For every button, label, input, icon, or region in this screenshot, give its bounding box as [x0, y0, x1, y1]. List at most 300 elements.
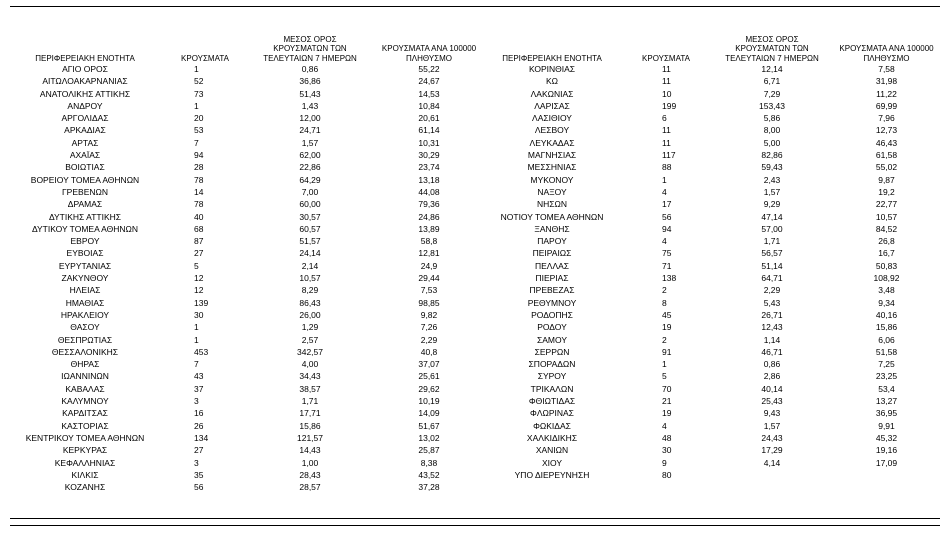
region-cell: ΚΕΡΚΥΡΑΣ: [62, 445, 108, 456]
cases-cell: 199: [662, 100, 677, 111]
region-cell: ΚΕΦΑΛΛΗΝΙΑΣ: [54, 457, 116, 468]
cases-cell: 11: [662, 64, 671, 74]
cases-cell: 53: [194, 125, 204, 136]
per100k-cell: 23,74: [418, 162, 440, 173]
per100k-cell: 7,26: [420, 322, 438, 333]
cases-cell: 56: [194, 482, 204, 493]
table-row: [488, 211, 945, 223]
avg7-cell: 64,71: [761, 273, 783, 284]
table-right-body: [488, 63, 945, 481]
table-row: [10, 223, 488, 235]
avg7-cell: 9,29: [763, 199, 781, 210]
avg7-cell: 17,29: [761, 445, 783, 456]
region-cell: ΗΛΕΙΑΣ: [69, 285, 101, 296]
header-cases: ΚΡΟΥΣΜΑΤΑ: [181, 53, 229, 63]
header-per100k: ΚΡΟΥΣΜΑΤΑ ΑΝΑ 100000 ΠΛΗΘΥΣΜΟ: [381, 44, 477, 63]
cases-cell: 43: [194, 371, 204, 382]
cases-cell: 4: [662, 420, 667, 431]
avg7-cell: 2,14: [301, 260, 319, 271]
table-row: [488, 149, 945, 161]
avg7-cell: 6,71: [763, 76, 781, 87]
cases-cell: 11: [662, 125, 671, 136]
table-row: [10, 161, 488, 173]
table-row: [10, 124, 488, 136]
cases-cell: 134: [194, 432, 209, 443]
avg7-cell: 1,71: [763, 236, 781, 247]
region-cell: ΔΥΤΙΚΟΥ ΤΟΜΕΑ ΑΘΗΝΩΝ: [31, 223, 139, 234]
top-rule: [10, 6, 940, 7]
cases-cell: 48: [662, 432, 672, 443]
region-cell: ΚΕΝΤΡΙΚΟΥ ΤΟΜΕΑ ΑΘΗΝΩΝ: [25, 432, 145, 443]
region-cell: ΗΡΑΚΛΕΙΟΥ: [60, 309, 110, 320]
avg7-cell: 30,57: [299, 211, 321, 222]
table-row: [488, 358, 945, 370]
avg7-cell: 25,43: [761, 396, 783, 407]
table-left-body: [10, 63, 488, 493]
cases-cell: 1: [662, 174, 667, 185]
cases-cell: 5: [662, 371, 667, 382]
avg7-cell: 1,57: [763, 420, 781, 431]
table-row: [488, 383, 945, 395]
table-row: [10, 432, 488, 444]
avg7-cell: 24,14: [299, 248, 321, 259]
table-row: [488, 174, 945, 186]
region-cell: ΚΑΡΔΙΤΣΑΣ: [62, 408, 108, 419]
avg7-cell: 59,43: [761, 162, 783, 173]
table-row: [488, 334, 945, 346]
region-cell: ΠΕΙΡΑΙΩΣ: [532, 248, 572, 259]
cases-cell: 6: [662, 113, 667, 124]
table-row: [10, 198, 488, 210]
avg7-cell: 51,43: [299, 88, 321, 99]
region-cell: ΤΡΙΚΑΛΩΝ: [530, 383, 574, 394]
region-cell: ΒΟΡΕΙΟΥ ΤΟΜΕΑ ΑΘΗΝΩΝ: [30, 174, 140, 185]
avg7-cell: 12,43: [761, 322, 783, 333]
avg7-cell: 64,29: [299, 174, 321, 185]
cases-cell: 40: [194, 211, 204, 222]
table-row: [488, 198, 945, 210]
per100k-cell: 6,06: [878, 334, 895, 345]
table-right-half: [488, 28, 945, 493]
table-row: [488, 137, 945, 149]
table-left-half: [10, 28, 488, 493]
cases-cell: 78: [194, 174, 204, 185]
per100k-cell: 25,61: [418, 371, 440, 382]
table-row: [488, 297, 945, 309]
per100k-cell: 108,92: [873, 273, 900, 284]
cases-cell: 73: [194, 88, 204, 99]
region-cell: ΞΑΝΘΗΣ: [534, 223, 570, 234]
table-row: [10, 260, 488, 272]
per100k-cell: 20,61: [418, 113, 440, 124]
table-row: [10, 383, 488, 395]
table-row: [488, 395, 945, 407]
per100k-cell: 26,8: [878, 236, 895, 247]
table-row: [10, 481, 488, 493]
cases-cell: 94: [194, 150, 204, 161]
region-cell: ΦΩΚΙΔΑΣ: [533, 420, 571, 431]
region-cell: ΧΑΛΚΙΔΙΚΗΣ: [526, 432, 578, 443]
region-cell: ΑΓΙΟ ΟΡΟΣ: [62, 64, 108, 74]
cases-cell: 88: [662, 162, 672, 173]
cases-cell: 7: [194, 137, 199, 148]
table-row: [488, 370, 945, 382]
cases-cell: 27: [194, 445, 204, 456]
cases-cell: 68: [194, 223, 204, 234]
avg7-cell: 22,86: [299, 162, 321, 173]
per100k-cell: 37,28: [418, 482, 440, 493]
avg7-cell: 34,43: [299, 371, 321, 382]
cases-cell: 19: [662, 322, 672, 333]
region-cell: ΠΙΕΡΙΑΣ: [535, 273, 569, 284]
table-row: [10, 63, 488, 75]
per100k-cell: 2,29: [420, 334, 438, 345]
avg7-cell: 57,00: [761, 223, 783, 234]
per100k-cell: 30,29: [418, 150, 440, 161]
header-region: ΠΕΡΙΦΕΡΕΙΑΚΗ ΕΝΟΤΗΤΑ: [502, 53, 602, 63]
per100k-cell: 12,73: [875, 125, 898, 136]
table-row: [488, 444, 945, 456]
region-cell: ΑΡΓΟΛΙΔΑΣ: [61, 113, 109, 124]
region-cell: ΣΑΜΟΥ: [536, 334, 567, 345]
region-cell: ΡΟΔΟΠΗΣ: [531, 309, 573, 320]
region-cell: ΡΕΘΥΜΝΟΥ: [527, 297, 577, 308]
table-row: [488, 321, 945, 333]
per100k-cell: 19,2: [878, 186, 895, 197]
table-row: [10, 137, 488, 149]
per100k-cell: 11,22: [876, 88, 897, 99]
table-row: [10, 334, 488, 346]
table-row: [488, 100, 945, 112]
region-cell: ΕΥΒΟΙΑΣ: [66, 248, 104, 259]
table-row: [10, 407, 488, 419]
per100k-cell: 40,16: [875, 309, 898, 320]
per100k-cell: 53,4: [878, 383, 895, 394]
cases-cell: 56: [662, 211, 672, 222]
per100k-cell: 7,58: [878, 64, 895, 74]
region-cell: ΛΕΣΒΟΥ: [534, 125, 570, 136]
per100k-cell: 61,14: [418, 125, 440, 136]
per100k-cell: 9,82: [420, 309, 438, 320]
region-cell: ΙΩΑΝΝΙΝΩΝ: [61, 371, 109, 382]
per100k-cell: 24,86: [418, 211, 440, 222]
region-cell: ΘΗΡΑΣ: [70, 359, 100, 370]
avg7-cell: 4,14: [763, 457, 781, 468]
table-row: [488, 260, 945, 272]
cases-cell: 91: [662, 346, 672, 357]
region-cell: ΚΑΒΑΛΑΣ: [65, 383, 105, 394]
avg7-cell: 2,86: [763, 371, 781, 382]
table-row: [488, 457, 945, 469]
table-row: [488, 407, 945, 419]
cases-cell: 8: [662, 297, 667, 308]
cases-cell: 2: [662, 285, 667, 296]
table-row: [10, 186, 488, 198]
bottom-rule-2: [10, 525, 940, 526]
cases-cell: 27: [194, 248, 204, 259]
cases-cell: 4: [662, 236, 667, 247]
avg7-cell: 0,86: [763, 359, 781, 370]
avg7-cell: 40,14: [761, 383, 783, 394]
avg7-cell: 26,00: [299, 309, 321, 320]
region-cell: ΧΑΝΙΩΝ: [535, 445, 569, 456]
per100k-cell: 51,67: [418, 420, 440, 431]
table-row: [10, 174, 488, 186]
avg7-cell: 342,57: [297, 346, 323, 357]
per100k-cell: 69,99: [875, 100, 898, 111]
cases-cell: 94: [662, 223, 672, 234]
avg7-cell: 1,29: [301, 322, 319, 333]
region-cell: ΚΟΡΙΝΘΙΑΣ: [528, 64, 576, 74]
table-row: [488, 284, 945, 296]
cases-cell: 78: [194, 199, 204, 210]
per100k-cell: 58,8: [420, 236, 438, 247]
avg7-cell: 86,43: [299, 297, 321, 308]
region-cell: ΠΕΛΛΑΣ: [534, 260, 570, 271]
region-cell: ΛΕΥΚΑΔΑΣ: [529, 137, 575, 148]
per100k-cell: 9,34: [878, 297, 895, 308]
table-row: [488, 63, 945, 75]
per100k-cell: 61,58: [875, 150, 898, 161]
region-cell: ΦΛΩΡΙΝΑΣ: [530, 408, 574, 419]
region-cell: ΜΕΣΣΗΝΙΑΣ: [527, 162, 577, 173]
per100k-cell: 46,43: [875, 137, 898, 148]
region-cell: ΣΥΡΟΥ: [537, 371, 567, 382]
cases-cell: 37: [194, 383, 204, 394]
avg7-cell: 38,57: [299, 383, 321, 394]
avg7-cell: 12,00: [299, 113, 321, 124]
table-row: [488, 75, 945, 87]
avg7-cell: 17,71: [299, 408, 321, 419]
region-cell: ΜΑΓΝΗΣΙΑΣ: [527, 150, 577, 161]
avg7-cell: 2,29: [763, 285, 781, 296]
per100k-cell: 25,87: [418, 445, 440, 456]
avg7-cell: 62,00: [299, 150, 321, 161]
avg7-cell: 5,43: [763, 297, 781, 308]
region-cell: ΝΑΞΟΥ: [537, 186, 567, 197]
region-cell: ΔΡΑΜΑΣ: [67, 199, 103, 210]
cases-cell: 45: [662, 309, 672, 320]
per100k-cell: 36,95: [875, 408, 898, 419]
table-row: [10, 297, 488, 309]
table-row: [10, 469, 488, 481]
region-cell: ΑΝΑΤΟΛΙΚΗΣ ΑΤΤΙΚΗΣ: [39, 88, 131, 99]
avg7-cell: 56,57: [761, 248, 783, 259]
table-row: [10, 370, 488, 382]
region-cell: ΑΙΤΩΛΟΑΚΑΡΝΑΝΙΑΣ: [42, 76, 128, 87]
header-region: ΠΕΡΙΦΕΡΕΙΑΚΗ ΕΝΟΤΗΤΑ: [35, 53, 135, 63]
region-cell: ΘΕΣΠΡΩΤΙΑΣ: [57, 334, 113, 345]
cases-cell: 52: [194, 76, 204, 87]
per100k-cell: 44,08: [418, 186, 440, 197]
cases-cell: 117: [662, 150, 676, 161]
avg7-cell: 47,14: [761, 211, 783, 222]
region-cell: ΕΥΡΥΤΑΝΙΑΣ: [58, 260, 112, 271]
region-cell: ΚΩ: [545, 76, 559, 87]
avg7-cell: 1,43: [301, 100, 319, 111]
cases-cell: 87: [194, 236, 204, 247]
region-cell: ΠΑΡΟΥ: [537, 236, 567, 247]
region-cell: ΛΑΚΩΝΙΑΣ: [530, 88, 574, 99]
cases-cell: 11: [662, 137, 671, 148]
cases-cell: 30: [662, 445, 672, 456]
region-cell: ΛΑΡΙΣΑΣ: [534, 100, 570, 111]
avg7-cell: 14,43: [299, 445, 321, 456]
per100k-cell: 3,48: [878, 285, 895, 296]
region-cell: ΓΡΕΒΕΝΩΝ: [62, 186, 108, 197]
per100k-cell: 55,02: [875, 162, 898, 173]
table-row: [488, 186, 945, 198]
avg7-cell: 82,86: [761, 150, 783, 161]
per100k-cell: 9,91: [878, 420, 895, 431]
per100k-cell: 43,52: [418, 469, 440, 480]
region-cell: ΚΙΛΚΙΣ: [71, 469, 99, 480]
region-cell: ΑΡΤΑΣ: [71, 137, 99, 148]
avg7-cell: 28,43: [299, 469, 321, 480]
per100k-cell: 22,77: [875, 199, 898, 210]
table-row: [488, 272, 945, 284]
table-row: [10, 444, 488, 456]
per100k-cell: 50,83: [875, 260, 898, 271]
table-row: [10, 211, 488, 223]
region-cell: ΜΥΚΟΝΟΥ: [530, 174, 574, 185]
cases-cell: 1: [194, 334, 199, 345]
per100k-cell: 7,96: [878, 113, 895, 124]
per100k-cell: 12,81: [418, 248, 440, 259]
per100k-cell: 24,67: [418, 76, 440, 87]
region-cell: ΚΑΛΥΜΝΟΥ: [61, 396, 109, 407]
cases-cell: 21: [662, 396, 672, 407]
per100k-cell: 24,9: [420, 260, 438, 271]
table-row: [488, 346, 945, 358]
cases-cell: 16: [194, 408, 204, 419]
region-cell: ΡΟΔΟΥ: [537, 322, 567, 333]
region-cell: ΑΧΑΪΑΣ: [69, 150, 101, 161]
per100k-cell: 10,19: [418, 396, 440, 407]
region-cell: ΥΠΟ ΔΙΕΡΕΥΝΗΣΗ: [514, 469, 590, 480]
cases-cell: 28: [194, 162, 204, 173]
table-row: [10, 247, 488, 259]
table-row: [488, 247, 945, 259]
cases-cell: 139: [194, 297, 209, 308]
cases-cell: 12: [194, 273, 204, 284]
avg7-cell: 153,43: [759, 100, 785, 111]
avg7-cell: 1,57: [301, 137, 319, 148]
region-cell: ΝΗΣΩΝ: [536, 199, 568, 210]
per100k-cell: 29,62: [418, 383, 440, 394]
table-row: [488, 309, 945, 321]
per100k-cell: 13,27: [875, 396, 898, 407]
region-cell: ΚΟΖΑΝΗΣ: [64, 482, 106, 493]
per100k-cell: 19,16: [875, 445, 898, 456]
per100k-cell: 14,09: [418, 408, 440, 419]
table-row: [10, 75, 488, 87]
avg7-cell: 5,00: [763, 137, 781, 148]
cases-cell: 3: [194, 396, 199, 407]
per100k-cell: 84,52: [875, 223, 898, 234]
per100k-cell: 79,36: [418, 199, 440, 210]
avg7-cell: 51,57: [299, 236, 321, 247]
per100k-cell: 40,8: [420, 346, 438, 357]
avg7-cell: 1,14: [763, 334, 781, 345]
header-avg7: ΜΕΣΟΣ ΟΡΟΣ ΚΡΟΥΣΜΑΤΩΝ ΤΩΝ ΤΕΛΕΥΤΑΙΩΝ 7 ΗΜΕΡΩΝ: [725, 34, 819, 63]
table-row: [10, 284, 488, 296]
table-row: [10, 272, 488, 284]
avg7-cell: 9,43: [763, 408, 781, 419]
cases-cell: 20: [194, 113, 204, 124]
cases-cell: 1: [194, 322, 199, 333]
region-cell: ΣΕΡΡΩΝ: [534, 346, 570, 357]
cases-cell: 7: [194, 359, 199, 370]
avg7-cell: 46,71: [761, 346, 783, 357]
avg7-cell: 2,43: [763, 174, 781, 185]
cases-cell: 10: [662, 88, 672, 99]
cases-cell: 17: [662, 199, 672, 210]
avg7-cell: 12,14: [761, 64, 783, 74]
per100k-cell: 23,25: [875, 371, 898, 382]
per100k-cell: 13,89: [418, 223, 440, 234]
avg7-cell: 36,86: [299, 76, 321, 87]
cases-cell: 12: [194, 285, 204, 296]
table-row: [10, 321, 488, 333]
region-cell: ΚΑΣΤΟΡΙΑΣ: [61, 420, 109, 431]
cases-table: [10, 28, 945, 493]
region-cell: ΠΡΕΒΕΖΑΣ: [529, 285, 575, 296]
avg7-cell: 7,00: [301, 186, 319, 197]
table-row: [488, 223, 945, 235]
per100k-cell: 15,86: [875, 322, 898, 333]
table-row: [10, 235, 488, 247]
avg7-cell: 2,57: [301, 334, 319, 345]
avg7-cell: 60,00: [299, 199, 321, 210]
per100k-cell: 10,57: [875, 211, 898, 222]
region-cell: ΘΕΣΣΑΛΟΝΙΚΗΣ: [51, 346, 119, 357]
per100k-cell: 37,07: [418, 359, 440, 370]
header-per100k: ΚΡΟΥΣΜΑΤΑ ΑΝΑ 100000 ΠΛΗΘΥΣΜΟ: [839, 44, 934, 63]
table-row: [488, 112, 945, 124]
avg7-cell: 10,57: [299, 273, 321, 284]
cases-cell: 70: [662, 383, 672, 394]
table-row: [10, 88, 488, 100]
per100k-cell: 55,22: [418, 64, 440, 74]
cases-cell: 138: [662, 273, 677, 284]
per100k-cell: 14,53: [418, 88, 440, 99]
avg7-cell: 8,00: [763, 125, 781, 136]
table-row: [488, 124, 945, 136]
per100k-cell: 9,87: [878, 174, 895, 185]
per100k-cell: 29,44: [418, 273, 440, 284]
table-row: [10, 457, 488, 469]
cases-cell: 1: [194, 64, 199, 74]
region-cell: ΣΠΟΡΑΔΩΝ: [528, 359, 576, 370]
table-row: [10, 395, 488, 407]
per100k-cell: 13,02: [418, 432, 440, 443]
cases-cell: 14: [194, 186, 204, 197]
table-header-row: [10, 28, 488, 63]
per100k-cell: 17,09: [875, 457, 898, 468]
cases-cell: 9: [662, 457, 667, 468]
cases-cell: 35: [194, 469, 204, 480]
header-avg7: ΜΕΣΟΣ ΟΡΟΣ ΚΡΟΥΣΜΑΤΩΝ ΤΩΝ ΤΕΛΕΥΤΑΙΩΝ 7 ΗΜΕΡΩΝ: [263, 34, 357, 63]
table-row: [10, 112, 488, 124]
avg7-cell: 4,00: [301, 359, 319, 370]
cases-cell: 4: [662, 186, 667, 197]
avg7-cell: 8,29: [301, 285, 319, 296]
table-row: [10, 346, 488, 358]
table-row: [10, 420, 488, 432]
table-row: [10, 309, 488, 321]
cases-cell: 1: [662, 359, 667, 370]
